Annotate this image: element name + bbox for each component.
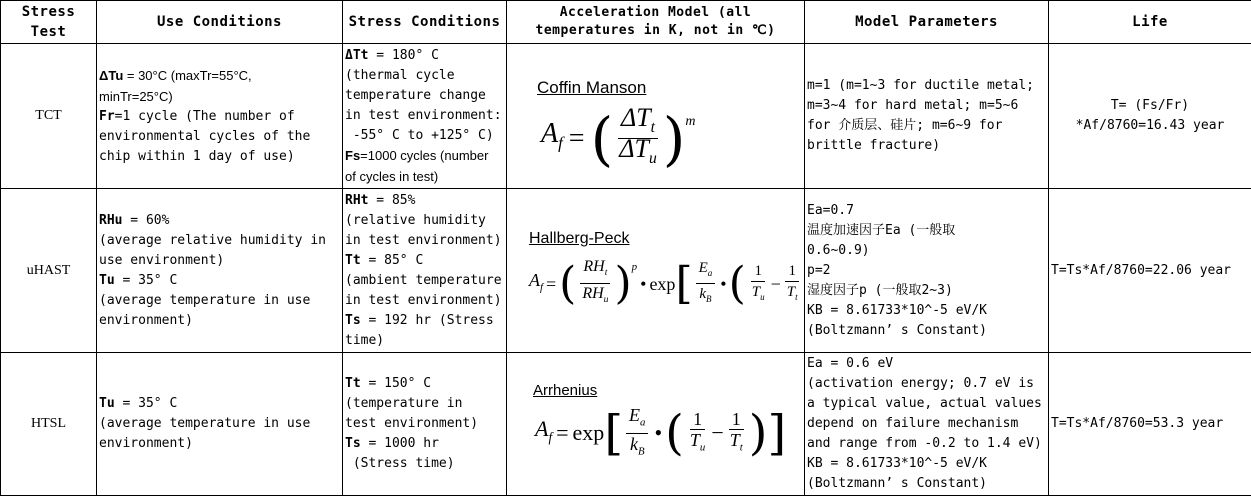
cell-acceleration-model xyxy=(507,44,805,189)
cell-stress-test: HTSL xyxy=(1,353,97,496)
text-line: use environment) xyxy=(99,252,225,268)
text-line: (Boltzmann’ s Constant) xyxy=(807,322,988,338)
model-name: Arrhenius xyxy=(533,382,598,399)
text-line: test environment) xyxy=(345,416,479,431)
param-label: RHt xyxy=(345,192,369,208)
text-line: 温度加速因子Ea (一般取 xyxy=(807,222,956,238)
text-line: (thermal cycle xyxy=(345,67,455,83)
text-line: (temperature in xyxy=(345,396,463,411)
param-value: = 1000 hr xyxy=(360,436,439,451)
text-line: (relative humidity xyxy=(345,212,486,228)
param-value: = 30°C (maxTr=55°C, xyxy=(123,67,252,83)
text-line: environment) xyxy=(99,312,193,328)
param-value: = 85% xyxy=(368,192,416,208)
text-line: a typical value, actual values xyxy=(807,396,1042,411)
text-line: m=3~4 for hard metal; m=5~6 xyxy=(807,98,1019,113)
param-label: Fs xyxy=(345,147,361,163)
cell-life xyxy=(1049,44,1251,189)
param-label: ΔTt xyxy=(345,47,369,63)
param-label: Ts xyxy=(345,312,361,328)
param-label: Tu xyxy=(99,272,115,288)
header-stress-test: Stress Test xyxy=(1,1,97,44)
cell-stress-conditions xyxy=(343,353,507,496)
param-value: = 85° C xyxy=(360,252,424,268)
text-line: T=Ts*Af/8760=53.3 year xyxy=(1051,416,1224,431)
text-line: time) xyxy=(345,332,385,348)
text-line: in test environment: xyxy=(345,107,502,123)
text-line: 0.6~0.9) xyxy=(807,242,870,258)
param-value: = 35° C xyxy=(114,396,178,411)
header-stress-conditions: Stress Conditions xyxy=(343,1,507,44)
param-value: = 150° C xyxy=(360,376,432,391)
text-line: (average relative humidity in xyxy=(99,232,326,248)
param-value: = 192 hr (Stress xyxy=(360,312,494,328)
param-label: Tt xyxy=(345,252,361,268)
param-label: Ts xyxy=(345,436,361,451)
cell-stress-test: uHAST xyxy=(1,189,97,353)
text-line: chip within 1 day of use) xyxy=(99,148,295,164)
cell-life xyxy=(1049,189,1251,353)
param-label: Tt xyxy=(345,376,361,391)
text-line: m=1 (m=1~3 for ductile metal; xyxy=(807,78,1034,93)
text-line: brittle fracture) xyxy=(807,138,941,153)
text-line: environment) xyxy=(99,436,193,451)
text-line: (Boltzmann’ s Constant) xyxy=(807,476,988,491)
table-row-uhast xyxy=(1,189,1251,353)
cell-acceleration-model xyxy=(507,353,805,496)
text-line: T=Ts*Af/8760=22.06 year xyxy=(1051,262,1232,278)
cell-model-parameters xyxy=(805,189,1049,353)
text-line: in test environment) xyxy=(345,292,502,308)
model-name: Coffin Manson xyxy=(537,78,647,97)
cell-stress-conditions xyxy=(343,44,507,189)
cell-stress-conditions xyxy=(343,189,507,353)
cell-model-parameters xyxy=(805,353,1049,496)
text-line: p=2 xyxy=(807,262,831,278)
model-name: Hallberg-Peck xyxy=(529,230,630,247)
param-label: Fr xyxy=(99,108,115,124)
param-label: RHu xyxy=(99,212,123,228)
text-line: in test environment) xyxy=(345,232,502,248)
header-acceleration-model: Acceleration Model (all temperatures in K, not in ℃) xyxy=(507,1,805,44)
header-model-parameters: Model Parameters xyxy=(805,1,1049,44)
hallberg-peck-formula: $A_f$ = ( $\frac{RH_t}{RH_u}$ ) $^p$ • exp [ $\frac{E_a}{k_B}$ • ( $\frac{1}{T_u}$ − $\frac{1}{T_t}$ xyxy=(529,257,798,309)
text-line: Ea=0.7 xyxy=(807,202,854,218)
text-line: KB = 8.61733*10^-5 eV/K xyxy=(807,456,988,471)
text-line: environmental cycles of the xyxy=(99,128,311,144)
text-line: -55° C to +125° C) xyxy=(345,127,494,143)
text-line: KB = 8.61733*10^-5 eV/K xyxy=(807,302,988,318)
header-row xyxy=(1,1,1251,44)
table-row-tct xyxy=(1,44,1251,189)
coffin-manson-formula: $A_f$ = ( $\frac{\Delta T_t}{\Delta T_u}$ ) $^m$ xyxy=(541,103,696,173)
table-row-htsl xyxy=(1,353,1251,496)
header-use-conditions: Use Conditions xyxy=(97,1,343,44)
param-value: =1 cycle (The number of xyxy=(114,108,295,124)
text-line: of cycles in test) xyxy=(345,168,439,184)
param-value: = 180° C xyxy=(368,47,439,63)
param-value: =1000 cycles (number xyxy=(360,147,489,163)
text-line: T= (Fs/Fr) xyxy=(1110,98,1190,113)
cell-use-conditions xyxy=(97,353,343,496)
text-line: *Af/8760=16.43 year xyxy=(1075,118,1225,133)
cell-use-conditions xyxy=(97,44,343,189)
header-life: Life xyxy=(1049,1,1251,44)
cell-acceleration-model xyxy=(507,189,805,353)
text-line: Ea = 0.6 eV xyxy=(807,356,894,371)
param-value: = 60% xyxy=(122,212,170,228)
text-line: (average temperature in use xyxy=(99,292,311,308)
arrhenius-formula: $A_f$ = exp [ $\frac{E_a}{k_B}$ • ( $\frac{1}{T_u}$ − $\frac{1}{T_t}$ ) ] xyxy=(535,405,787,462)
cell-use-conditions xyxy=(97,189,343,353)
param-label: ΔTu xyxy=(99,67,124,83)
text-line: for 介质层、硅片; m=6~9 for xyxy=(807,118,1003,133)
text-line: and range from -0.2 to 1.4 eV) xyxy=(807,436,1042,451)
text-line: temperature change xyxy=(345,87,486,103)
text-line: 湿度因子p (一般取2~3) xyxy=(807,282,953,298)
text-line: (Stress time) xyxy=(345,456,455,471)
text-line: (ambient temperature xyxy=(345,272,502,288)
text-line: depend on failure mechanism xyxy=(807,416,1019,431)
text-line: (activation energy; 0.7 eV is xyxy=(807,376,1034,391)
cell-life xyxy=(1049,353,1251,496)
text-line: (average temperature in use xyxy=(99,416,311,431)
param-label: Tu xyxy=(99,396,115,411)
text-line: minTr=25°C) xyxy=(99,88,173,104)
param-value: = 35° C xyxy=(114,272,178,288)
cell-model-parameters xyxy=(805,44,1049,189)
cell-stress-test: TCT xyxy=(1,44,97,189)
